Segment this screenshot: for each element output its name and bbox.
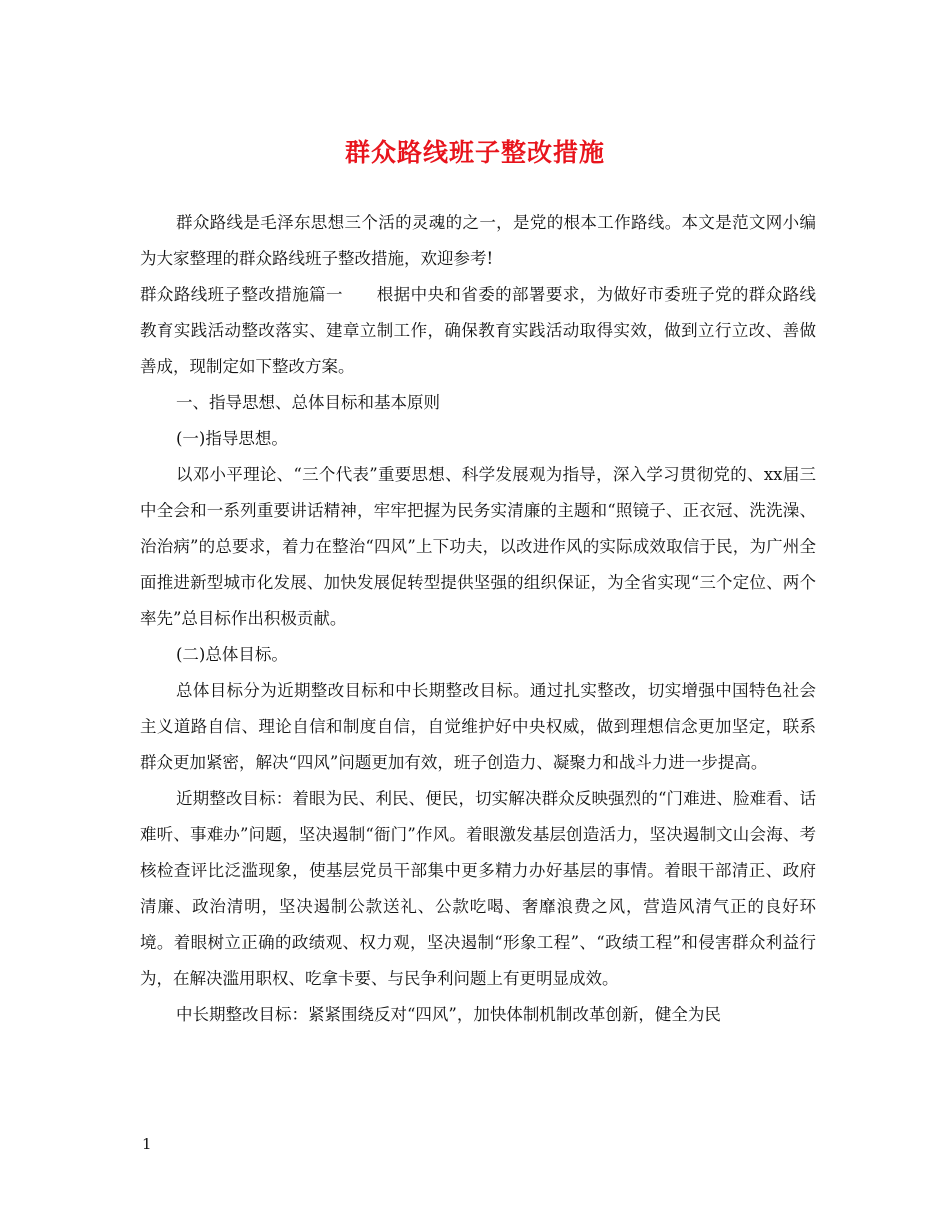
document-body <box>140 205 816 1033</box>
paragraph-overall-goal: 总体目标分为近期整改目标和中长期整改目标。通过扎实整改，切实增强中国特色社会主义道路自信、理论自信和制度自信，自觉维护好中央权威，做到理想信念更加坚定，联系群众更加紧密，解决“四风”问题更加有效，班子创造力、凝聚力和战斗力进一步提高。 <box>140 681 816 772</box>
paragraph-guiding-thought: 以邓小平理论、“三个代表”重要思想、科学发展观为指导，深入学习贯彻党的、xx届三中全会和一系列重要讲话精神，牢牢把握为民务实清廉的主题和“照镜子、正衣冠、洗洗澡、治治病”的总要求，着力在整治“四风”上下功夫，以改进作风的实际成效取信于民，为广州全面推进新型城市化发展、加快发展促转型提供坚强的组织保证，为全省实现“三个定位、两个率先”总目标作出积极贡献。 <box>140 465 816 628</box>
paragraph-intro: 群众路线是毛泽东思想三个活的灵魂的之一，是党的根本工作路线。本文是范文网小编为大家整理的群众路线班子整改措施，欢迎参考! <box>140 213 816 268</box>
heading-guiding-principles: 一、指导思想、总体目标和基本原则 <box>176 393 440 412</box>
subheading-guiding-thought: (一)指导思想。 <box>176 429 288 448</box>
document-title: 群众路线班子整改措施 <box>344 138 605 167</box>
paragraph-section-one-intro: 群众路线班子整改措施篇一 根据中央和省委的部署要求，为做好市委班子党的群众路线教育实践活动整改落实、建章立制工作，确保教育实践活动取得实效，做到立行立改、善做善成，现制定如下整改方案。 <box>140 285 816 376</box>
subheading-overall-goal: (二)总体目标。 <box>176 645 288 664</box>
page-number: 1 <box>142 1135 152 1153</box>
paragraph-short-term-goal: 近期整改目标：着眼为民、利民、便民，切实解决群众反映强烈的“门难进、脸难看、话难听、事难办”问题，坚决遏制“衙门”作风。着眼激发基层创造活力，坚决遏制文山会海、考核检查评比泛滥现象，使基层党员干部集中更多精力办好基层的事情。着眼干部清正、政府清廉、政治清明，坚决遏制公款送礼、公款吃喝、奢靡浪费之风，营造风清气正的良好环境。着眼树立正确的政绩观、权力观，坚决遏制“形象工程”、“政绩工程”和侵害群众利益行为，在解决滥用职权、吃拿卡要、与民争利问题上有更明显成效。 <box>140 789 816 988</box>
paragraph-long-term-goal: 中长期整改目标：紧紧围绕反对“四风”，加快体制机制改革创新，健全为民 <box>176 1005 721 1024</box>
